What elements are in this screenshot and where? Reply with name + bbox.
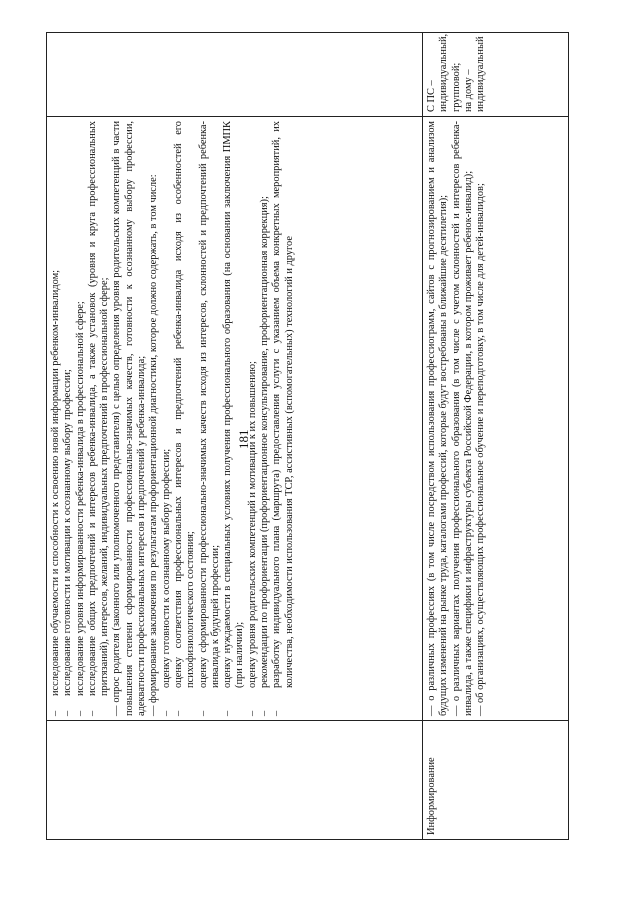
list-dash: – (86, 710, 98, 716)
list-dash: – (222, 710, 234, 716)
list-item-text: рекомендации по профориентации (профориентационное консультирование, профориентационная коррекция); (259, 196, 271, 688)
list-dash: – (197, 710, 209, 716)
row2-service-name-cell (423, 721, 569, 840)
list-dash: – (50, 710, 61, 716)
list-dash: – (62, 710, 74, 716)
list-item (87, 121, 112, 716)
list-item-text: оценку уровня родительских компетенций и мотивации к их повышению; (246, 361, 258, 688)
sub-list-item (161, 121, 173, 716)
list-item-text: оценку сформированности профессионально-значимых качеств исходя из интересов, склонностей и предпочтений ребенка-инвалида к будущей профессии; (197, 121, 221, 688)
sub-list-item (271, 121, 296, 716)
sub-list-item (198, 121, 223, 716)
list-item-text: исследование готовности и мотивации к осознанному выбору профессии; (62, 369, 74, 696)
rotated-table-container (46, 33, 569, 840)
conclusion-paragraph: — формирование заключения по результатам профориентационной диагностики, которое должно содержать, в том числе: (148, 174, 160, 716)
list-dash: – (74, 710, 86, 716)
list-item (75, 121, 87, 716)
sub-list-item (173, 121, 198, 716)
page-number: 181 (236, 429, 251, 449)
format-line: индивидуальный, (438, 33, 450, 112)
format-line: С ПС – (426, 80, 437, 112)
list-item-text: исследование общих предпочтений и интересов ребенка-инвалида, а также установок (уровня и круга профессиональных притязаний), интересов, желаний, индивидуальных предпочтений в профессиональной сфере; (86, 121, 111, 696)
informing-paragraph: — о различных вариантах получения профессионального образования (в том числе с учетом склонностей и интересов ребенка-инвалида, а также специфики и инфраструктуры субъекта Российской Федерации, в котором проживает ребенок-инвалид); (450, 121, 474, 716)
list-item-text: оценку соответствия профессиональных интересов и предпочтений ребенка-инвалида исходя из особенностей его психофизиологического состояния; (172, 121, 197, 688)
list-item-text: оценку нуждаемости в специальных условиях получения профессионального образования (на основании заключения ПМПК (при наличии); (222, 121, 246, 688)
row2-format-cell (423, 33, 569, 117)
row2-content-cell (423, 117, 569, 721)
list-dash: – (246, 710, 258, 716)
sub-list-item (222, 121, 247, 716)
sub-list-item (247, 121, 259, 716)
list-dash: – (172, 710, 184, 716)
row1-content-cell (47, 117, 423, 721)
format-line: групповой; (450, 62, 462, 112)
row1-format-cell (47, 33, 423, 117)
list-dash: – (160, 710, 172, 716)
list-item (62, 121, 74, 716)
informing-paragraph: — об организациях, осуществляющих профессиональное обучение и переподготовку, в том числе для детей-инвалидов; (475, 183, 487, 716)
list-item (50, 121, 62, 716)
table-row-diagnostics (47, 33, 423, 840)
format-line: на дому – (462, 69, 474, 112)
list-dash: – (271, 710, 283, 716)
list-dash: – (259, 710, 271, 716)
informing-paragraph: — о различных профессиях (в том числе посредством использования профессиограмм, сайтов с прогнозированием и анализом будущих изменений на рынке труда, каталогами профессий, которые будут востребованы в ближайшие десятилетия); (426, 121, 450, 716)
list-item-text: разработку индивидуального плана (маршрута) предоставления услуги с указанием объема конкретных мероприятий, их количества, необходимости использования ТСР, ассистивных (вспомогательных) технологий и другое (271, 121, 295, 688)
sub-list-item (259, 121, 271, 716)
parent-survey-paragraph: — опрос родителя (законного или уполномоченного представителя) с целью определения уровня родительских компетенций в части повышения степени сформированности профессионально-значимых качеств, готовности к осознанному выбору профессии, адекватности профессиональных интересов и предпочтений у ребенка-инвалида; (111, 121, 148, 716)
services-table (46, 32, 569, 840)
row1-service-name-cell (47, 721, 423, 840)
list-item-text: исследование уровня информированности ребенка-инвалида в профессиональной сфере; (74, 301, 86, 696)
list-item-text: исследование обучаемости и способности к освоению новой информации ребенком-инвалидом; (50, 269, 61, 696)
table-row-informing (423, 33, 569, 840)
list-item-text: оценку готовности к осознанному выбору профессии; (160, 448, 172, 688)
format-line: индивидуальный (475, 36, 487, 112)
row2-service-name: Информирование (426, 757, 437, 835)
